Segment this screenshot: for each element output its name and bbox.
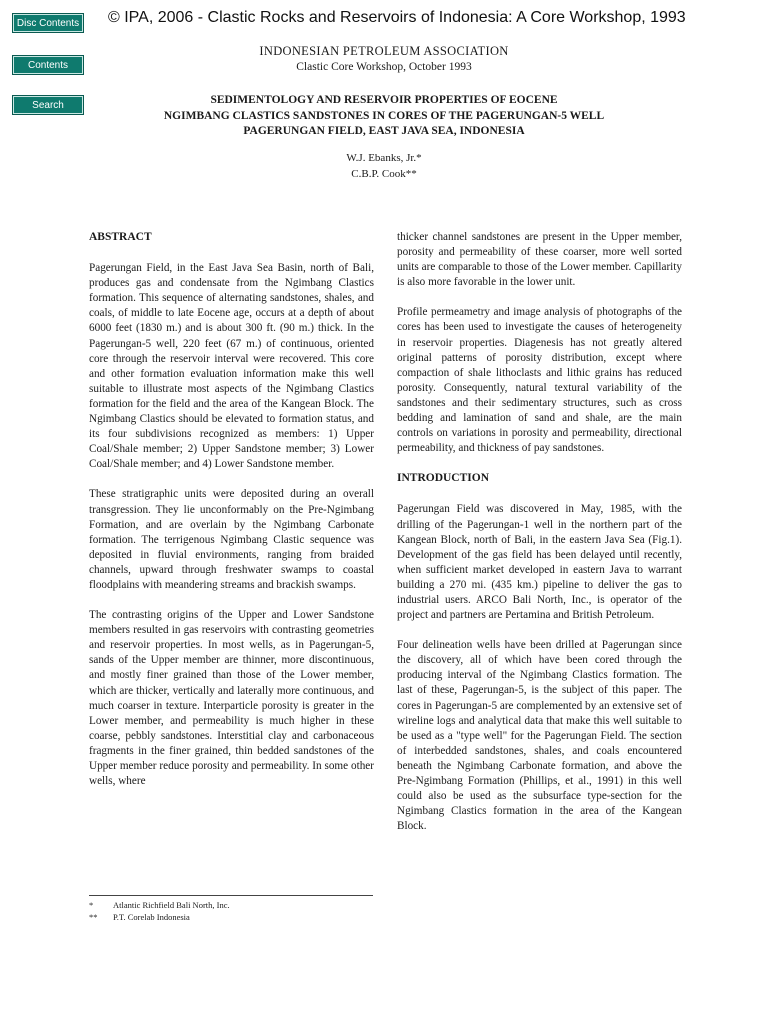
contents-button[interactable]: Contents [12, 55, 84, 75]
footnote-mark: ** [89, 912, 98, 922]
introduction-paragraph: Four delineation wells have been drilled at Pagerungan since the discovery, all of which have been cored through the producing interval of the Ngimbang Clastics formation. The last of these, Pagerungan-5, is the subject of this paper. The cores in Pagerungan-5 are complemented by an extensive set of wireline logs and analytical data that make this well suitable to be used as a "type well" for the Pagerungan Field. The section of interbedded sandstones, shales, and coals encountered beneath the Ngimbang Carbonate formation, and above the Pre-Ngimbang Formation (Phillips, et al., 1991) in this well could also be used as the subsurface type-section for the Ngimbang Clastics formation in the area of the Kangean Block. [397, 639, 682, 833]
abstract-paragraph: The contrasting origins of the Upper and Lower Sandstone members resulted in gas reservoirs with contrasting geometries and reservoir properties. In most wells, as in Pagerungan-5, sands of the Upper member are thinner, more discontinuous, and mostly finer grained than those of the Lower member, which are thicker, vertically and laterally more continuous, and much coarser in texture. Interparticle porosity is greater in the Lower member, and permeability is much higher in these coarse, pebbly sandstones. Interstitial clay and carbonaceous fragments in the finer grained, thin bedded sandstones of the Upper member reduce porosity and permeability. In some other wells, where [89, 609, 374, 788]
paper-title [0, 93, 768, 140]
footnote [89, 899, 373, 911]
abstract-paragraph: These stratigraphic units were deposited during an overall transgression. They lie unconformably on the Pre-Ngimbang Formation, and are overlain by the Ngimbang Carbonate formation. The terrigenous Ngimbang Clastic sequence was deposited in fluvial environments, ranging from braided channels, upward through freshwater swamps to coastal floodplains with meandering streams and brackish swamps. [89, 488, 374, 591]
introduction-paragraph: Pagerungan Field was discovered in May, 1985, with the drilling of the Pagerungan-1 well in the northern part of the Kangean Block, north of Bali, in the eastern Java Sea (Fig.1). Development of the gas field has been delayed until recently, when sufficient market developed in eastern Java to warrant building a 270 mi. (435 km.) pipeline to deliver the gas to industrial users. ARCO Bali North, Inc., is operator of the project and partners are Pertamina and British Petroleum. [397, 503, 682, 622]
footnotes [89, 899, 373, 923]
paper-title-line: SEDIMENTOLOGY AND RESERVOIR PROPERTIES OF EOCENE [210, 94, 558, 106]
workshop-name: Clastic Core Workshop, October 1993 [296, 61, 472, 73]
footnote [89, 911, 373, 923]
abstract-heading: ABSTRACT [89, 231, 152, 243]
disc-contents-button[interactable]: Disc Contents [12, 13, 84, 33]
footnote-mark: * [89, 900, 94, 910]
right-column [397, 230, 682, 849]
abstract-paragraph: Profile permeametry and image analysis of photographs of the cores has been used to investigate the causes of heterogeneity in reservoir properties. Diagenesis has not greatly altered original patterns of porosity distribution, except where compaction of shale lithoclasts and lithic grains has reduced porosity. Consequently, natural textural variability of the sandstones and their sedimentary structures, such as cross bedding and lamination of sand and shale, are the main controls on variations in porosity and permeability, directional permeability, and thickness of pay sandstones. [397, 306, 682, 455]
paper-title-line: NGIMBANG CLASTICS SANDSTONES IN CORES OF THE PAGERUNGAN-5 WELL [163, 109, 605, 122]
search-button[interactable]: Search [12, 95, 84, 115]
abstract-paragraph: Pagerungan Field, in the East Java Sea Basin, north of Bali, produces gas and condensate from the Ngimbang Clastics formation. This sequence of alternating sandstones, shales, and coals, of middle to late Eocene age, occurs at a depth of about 6000 feet (1830 m.) and is about 300 ft. (90 m.) thick. In the Pagerungan-5 well, 220 feet (67 m.) of continuous, oriented core through the reservoir interval were recovered. This core and other formation evaluation information make this well suitable to illustrate most aspects of the Ngimbang Clastics formation for the field and the area of the Kangean Block. The Ngimbang Clastics should be elevated to formation status, and its four subdivisions recognized as members: 1) Upper Coal/Shale member; 2) Upper Sandstone member; 3) Lower Coal/Shale member; and 4) Lower Sandstone member. [89, 262, 374, 471]
left-column [89, 230, 374, 804]
author-1: W.J. Ebanks, Jr.* [346, 152, 422, 164]
association-name: INDONESIAN PETROLEUM ASSOCIATION [259, 44, 509, 58]
footnote-divider [89, 895, 373, 896]
paper-title-line: PAGERUNGAN FIELD, EAST JAVA SEA, INDONESIA [243, 125, 525, 137]
abstract-paragraph: thicker channel sandstones are present in the Upper member, porosity and permeability of these coarser, more well sorted units are comparable to those of the Lower member. Capillarity is also more favorable in the lower unit. [397, 231, 682, 289]
footnote-text: Atlantic Richfield Bali North, Inc. [113, 900, 230, 910]
introduction-heading: INTRODUCTION [397, 472, 490, 485]
footnote-text: P.T. Corelab Indonesia [113, 912, 190, 922]
copyright-banner: © IPA, 2006 - Clastic Rocks and Reservoirs of Indonesia: A Core Workshop, 1993 [108, 9, 686, 26]
author-2: C.B.P. Cook** [351, 168, 417, 180]
